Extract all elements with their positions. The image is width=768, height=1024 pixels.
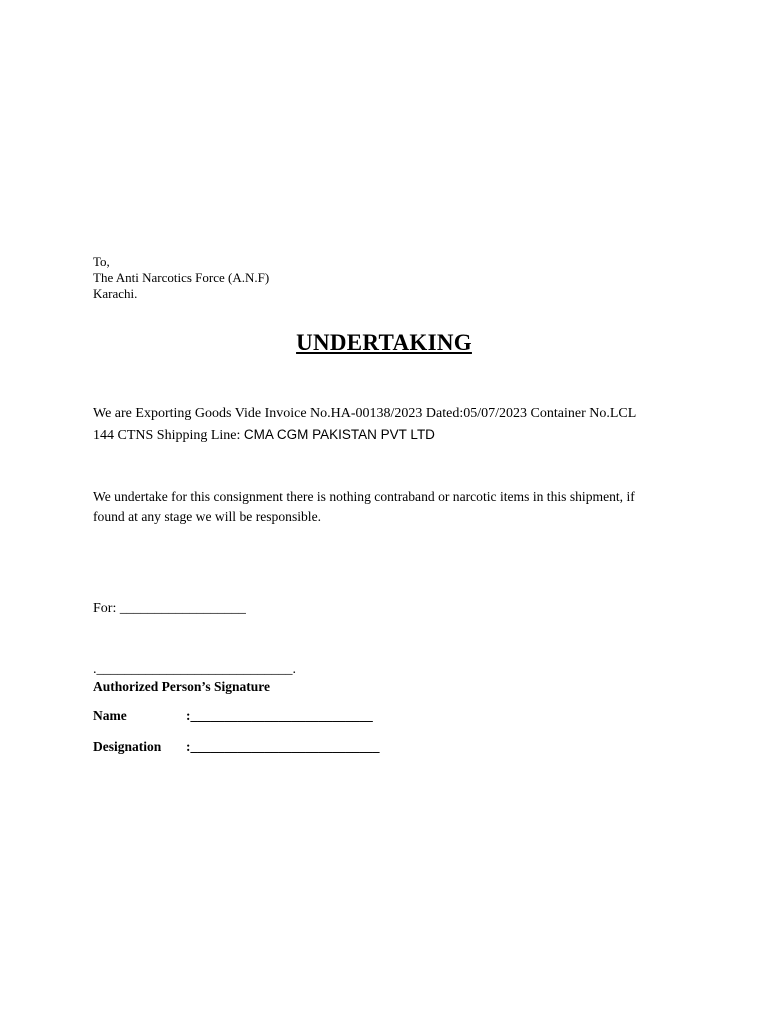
- signature-line: .____________________________.: [93, 662, 296, 677]
- shipping-line-name: CMA CGM PAKISTAN PVT LTD: [243, 426, 435, 442]
- address-recipient: The Anti Narcotics Force (A.N.F): [93, 270, 270, 285]
- export-details-paragraph: [93, 404, 653, 446]
- document-title: UNDERTAKING: [296, 330, 472, 355]
- recipient-address: [93, 254, 269, 302]
- name-blank: :___________________________: [186, 708, 373, 723]
- name-field: [93, 708, 373, 724]
- designation-field: [93, 739, 380, 755]
- address-salutation: To,: [93, 254, 110, 269]
- designation-blank: :____________________________: [186, 739, 380, 754]
- signature-label: Authorized Person’s Signature: [93, 679, 270, 694]
- address-city: Karachi.: [93, 286, 138, 301]
- export-details-text: We are Exporting Goods Vide Invoice No.HA-00138/2023 Dated:05/07/2023 Container No.LCL 144 CTNS Shipping Line:: [93, 406, 636, 443]
- undertaking-paragraph: We undertake for this consignment there is nothing contraband or narcotic items in this shipment, if found at any stage we will be responsible.: [93, 489, 635, 524]
- for-company-line: For: __________________: [93, 601, 246, 616]
- name-label: Name: [93, 708, 127, 723]
- designation-label: Designation: [93, 739, 162, 754]
